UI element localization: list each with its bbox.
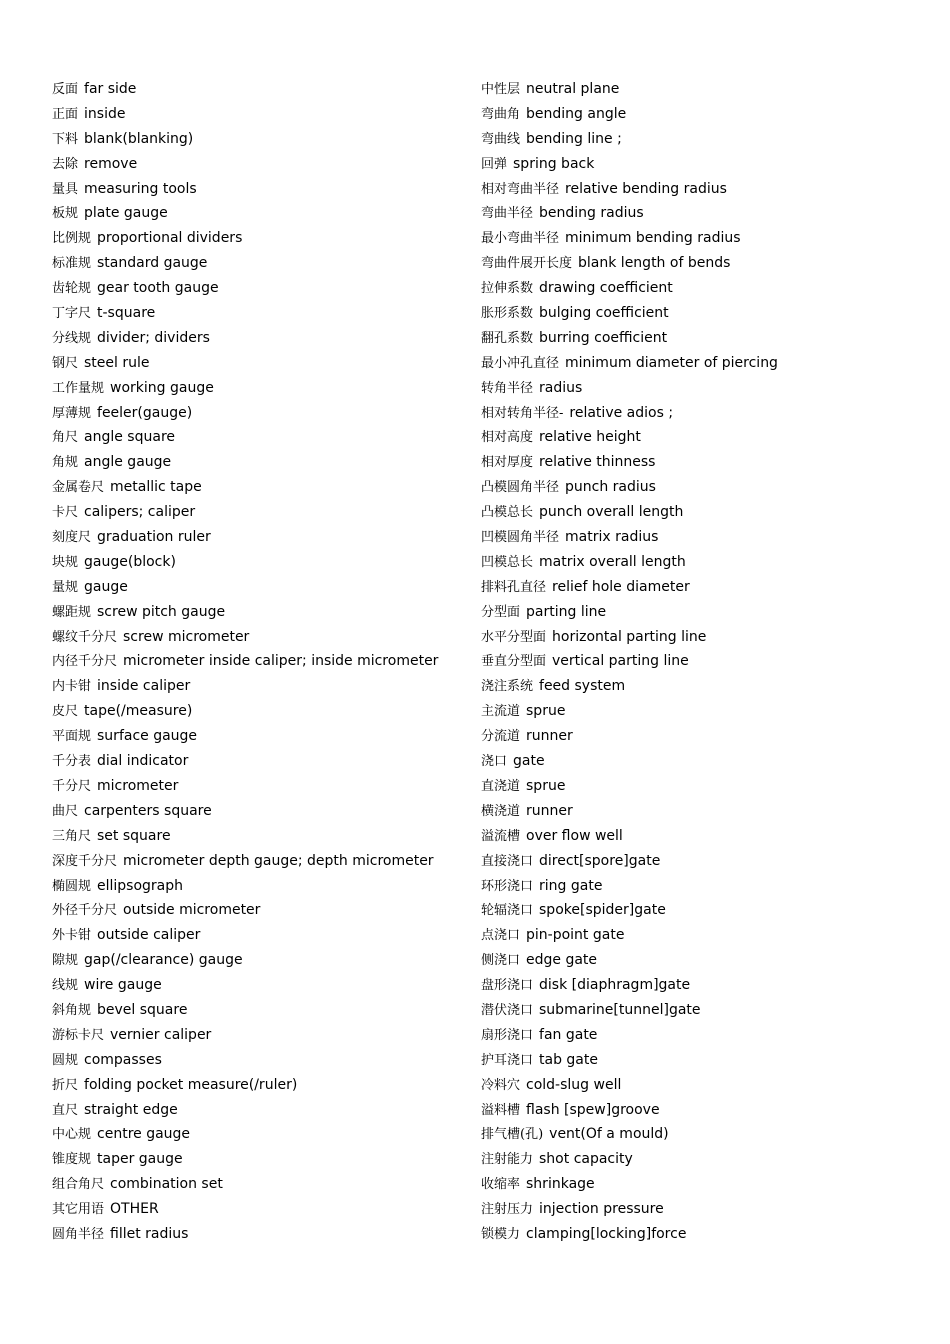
glossary-entry xyxy=(52,177,472,202)
glossary-entry xyxy=(52,1023,472,1048)
english-term: flash [spew]groove xyxy=(526,1101,660,1118)
chinese-term: 折尺 xyxy=(52,1077,79,1093)
english-term: centre gauge xyxy=(97,1126,191,1143)
english-term: drawing coefficient xyxy=(539,280,673,297)
glossary-entry xyxy=(52,251,472,276)
chinese-term: 齿轮规 xyxy=(52,281,92,297)
glossary-entry xyxy=(52,226,472,251)
english-term: clamping[locking]force xyxy=(526,1225,687,1242)
english-term: horizontal parting line xyxy=(552,628,707,645)
glossary-entry xyxy=(52,824,472,849)
english-term: sprue xyxy=(526,777,566,794)
chinese-term: 主流道 xyxy=(481,704,521,720)
glossary-entry xyxy=(481,127,921,152)
chinese-term: 凹模圆角半径 xyxy=(481,530,560,546)
chinese-term: 三角尺 xyxy=(52,828,92,844)
english-term: vernier caliper xyxy=(110,1026,212,1043)
english-term: micrometer depth gauge; depth micrometer xyxy=(123,852,434,869)
english-term: working gauge xyxy=(110,379,214,396)
glossary-entry xyxy=(481,1197,921,1222)
glossary-entry xyxy=(52,998,472,1023)
english-term: bevel square xyxy=(97,1001,188,1018)
glossary-entry xyxy=(481,973,921,998)
english-term: remove xyxy=(84,155,138,172)
chinese-term: 中心规 xyxy=(52,1127,92,1143)
english-term: calipers; caliper xyxy=(84,504,196,521)
english-term: edge gate xyxy=(526,952,598,969)
glossary-entry xyxy=(52,1172,472,1197)
glossary-entry xyxy=(52,1222,472,1247)
chinese-term: 凸模圆角半径 xyxy=(481,480,560,496)
english-term: straight edge xyxy=(84,1101,178,1118)
chinese-term: 潜伏浇口 xyxy=(481,1002,534,1018)
english-term: relative height xyxy=(539,429,641,446)
glossary-entry xyxy=(52,77,472,102)
chinese-term: 最小弯曲半径 xyxy=(481,231,560,247)
glossary-entry xyxy=(481,998,921,1023)
english-term: inside xyxy=(84,105,126,122)
glossary-entry xyxy=(481,699,921,724)
english-term: over flow well xyxy=(526,827,623,844)
english-term: angle gauge xyxy=(84,454,172,471)
english-term: relative bending radius xyxy=(565,180,727,197)
english-term: carpenters square xyxy=(84,802,212,819)
chinese-term: 分型面 xyxy=(481,604,521,620)
chinese-term: 其它用语 xyxy=(52,1202,105,1218)
english-term: set square xyxy=(97,827,171,844)
english-term: screw micrometer xyxy=(123,628,250,645)
chinese-term: 翻孔系数 xyxy=(481,330,534,346)
glossary-entry xyxy=(481,177,921,202)
glossary-entry xyxy=(52,625,472,650)
english-term: bending line ; xyxy=(526,130,622,147)
english-term: surface gauge xyxy=(97,728,198,745)
english-term: compasses xyxy=(84,1051,162,1068)
chinese-term: 注射能力 xyxy=(481,1152,534,1168)
chinese-term: 正面 xyxy=(52,106,79,122)
english-term: gear tooth gauge xyxy=(97,280,219,297)
english-term: graduation ruler xyxy=(97,529,211,546)
chinese-term: 扇形浇口 xyxy=(481,1027,534,1043)
chinese-term: 圆角半径 xyxy=(52,1226,105,1242)
glossary-entry xyxy=(52,450,472,475)
english-term: minimum diameter of piercing xyxy=(565,354,778,371)
chinese-term: 去除 xyxy=(52,156,79,172)
english-term: micrometer inside caliper; inside micrometer xyxy=(123,653,439,670)
english-term: punch overall length xyxy=(539,504,684,521)
chinese-term: 块规 xyxy=(52,554,79,570)
english-term: neutral plane xyxy=(526,81,620,97)
glossary-entry xyxy=(481,1048,921,1073)
glossary-entry xyxy=(52,1048,472,1073)
english-term: blank(blanking) xyxy=(84,130,194,147)
chinese-term: 直尺 xyxy=(52,1102,79,1118)
chinese-term: 溢料槽 xyxy=(481,1102,521,1118)
english-term: disk [diaphragm]gate xyxy=(539,977,691,994)
english-term: blank length of bends xyxy=(578,255,731,272)
english-term: relative adios ; xyxy=(569,404,674,421)
glossary-entry xyxy=(481,625,921,650)
chinese-term: 丁字尺 xyxy=(52,306,92,322)
english-term: spring back xyxy=(513,155,595,172)
chinese-term: 刻度尺 xyxy=(52,530,92,546)
chinese-term: 深度千分尺 xyxy=(52,853,118,869)
chinese-term: 直浇道 xyxy=(481,778,521,794)
chinese-term: 弯曲半径 xyxy=(481,206,534,222)
chinese-term: 相对弯曲半径 xyxy=(481,181,560,197)
english-term: ellipsograph xyxy=(97,877,184,894)
chinese-term: 外卡钳 xyxy=(52,928,92,944)
glossary-entry xyxy=(481,525,921,550)
chinese-term: 冷料穴 xyxy=(481,1077,521,1093)
glossary-entry xyxy=(481,649,921,674)
english-term: measuring tools xyxy=(84,180,197,197)
english-term: feeler(gauge) xyxy=(97,404,193,421)
glossary-entry xyxy=(481,799,921,824)
glossary-entry xyxy=(481,874,921,899)
glossary-entry xyxy=(52,376,472,401)
glossary-entry xyxy=(481,550,921,575)
chinese-term: 排料孔直径 xyxy=(481,579,547,595)
glossary-entry xyxy=(52,475,472,500)
chinese-term: 直接浇口 xyxy=(481,853,534,869)
glossary-entry xyxy=(481,500,921,525)
glossary-entry xyxy=(52,152,472,177)
english-term: angle square xyxy=(84,429,176,446)
glossary-entry xyxy=(481,1172,921,1197)
chinese-term: 排气槽(孔) xyxy=(481,1127,544,1143)
english-term: runner xyxy=(526,802,573,819)
chinese-term: 侧浇口 xyxy=(481,953,521,969)
glossary-entry xyxy=(481,475,921,500)
english-term: outside micrometer xyxy=(123,902,261,919)
glossary-entry xyxy=(481,1098,921,1123)
chinese-term: 比例规 xyxy=(52,231,92,247)
english-term: proportional dividers xyxy=(97,230,243,247)
english-term: spoke[spider]gate xyxy=(539,902,666,919)
english-term: shot capacity xyxy=(539,1151,633,1168)
glossary-entry xyxy=(52,276,472,301)
english-term: matrix radius xyxy=(565,529,659,546)
glossary-entry xyxy=(481,749,921,774)
glossary-entry xyxy=(52,550,472,575)
english-term: submarine[tunnel]gate xyxy=(539,1001,701,1018)
english-term: relief hole diameter xyxy=(552,578,690,595)
chinese-term: 卡尺 xyxy=(52,505,79,521)
english-term: fillet radius xyxy=(110,1225,189,1242)
chinese-term: 浇口 xyxy=(481,754,508,770)
english-term: bending angle xyxy=(526,105,627,122)
english-term: pin-point gate xyxy=(526,927,625,944)
chinese-term: 厚薄规 xyxy=(52,405,92,421)
chinese-term: 盘形浇口 xyxy=(481,978,534,994)
glossary-entry xyxy=(52,326,472,351)
chinese-term: 角尺 xyxy=(52,430,79,446)
english-term: bending radius xyxy=(539,205,644,222)
glossary-entry xyxy=(52,849,472,874)
chinese-term: 钢尺 xyxy=(52,355,79,371)
glossary-entry xyxy=(52,127,472,152)
english-term: tab gate xyxy=(539,1051,598,1068)
glossary-entry xyxy=(481,450,921,475)
glossary-entry xyxy=(481,152,921,177)
chinese-term: 板规 xyxy=(52,206,79,222)
chinese-term: 拉伸系数 xyxy=(481,281,534,297)
glossary-entry xyxy=(52,1147,472,1172)
chinese-term: 标准规 xyxy=(52,256,92,272)
chinese-term: 相对高度 xyxy=(481,430,534,446)
glossary-entry xyxy=(52,898,472,923)
chinese-term: 千分表 xyxy=(52,754,92,770)
english-term: cold-slug well xyxy=(526,1076,622,1093)
chinese-term: 圆规 xyxy=(52,1052,79,1068)
chinese-term: 护耳浇口 xyxy=(481,1052,534,1068)
glossary-entry xyxy=(52,1073,472,1098)
glossary-entry xyxy=(481,923,921,948)
english-term: runner xyxy=(526,728,573,745)
glossary-entry xyxy=(52,301,472,326)
english-term: far side xyxy=(84,81,137,97)
chinese-term: 凹模总长 xyxy=(481,554,534,570)
glossary-entry xyxy=(481,326,921,351)
english-term: matrix overall length xyxy=(539,553,686,570)
chinese-term: 分流道 xyxy=(481,729,521,745)
english-term: sprue xyxy=(526,703,566,720)
chinese-term: 环形浇口 xyxy=(481,878,534,894)
english-term: t-square xyxy=(97,305,156,322)
chinese-term: 凸模总长 xyxy=(481,505,534,521)
glossary-entry xyxy=(52,351,472,376)
english-term: folding pocket measure(/ruler) xyxy=(84,1076,298,1093)
chinese-term: 皮尺 xyxy=(52,704,79,720)
chinese-term: 中性层 xyxy=(481,82,521,97)
glossary-entry xyxy=(481,1073,921,1098)
glossary-entry xyxy=(52,1122,472,1147)
glossary-entry xyxy=(481,102,921,127)
glossary-entry xyxy=(481,226,921,251)
chinese-term: 量具 xyxy=(52,181,79,197)
chinese-term: 内卡钳 xyxy=(52,679,92,695)
glossary-entry xyxy=(52,525,472,550)
chinese-term: 转角半径 xyxy=(481,380,534,396)
glossary-entry xyxy=(52,500,472,525)
glossary-entry xyxy=(52,1197,472,1222)
glossary-entry xyxy=(52,973,472,998)
chinese-term: 轮辐浇口 xyxy=(481,903,534,919)
glossary-entry xyxy=(52,724,472,749)
chinese-term: 下料 xyxy=(52,131,79,147)
english-term: inside caliper xyxy=(97,678,191,695)
glossary-entry xyxy=(52,948,472,973)
chinese-term: 点浇口 xyxy=(481,928,521,944)
glossary-entry xyxy=(52,575,472,600)
english-term: parting line xyxy=(526,603,607,620)
chinese-term: 弯曲件展开长度 xyxy=(481,256,573,272)
glossary-entry xyxy=(52,674,472,699)
chinese-term: 隙规 xyxy=(52,953,79,969)
right-glossary-column xyxy=(481,77,921,1247)
chinese-term: 注射压力 xyxy=(481,1202,534,1218)
chinese-term: 金属卷尺 xyxy=(52,480,105,496)
chinese-term: 游标卡尺 xyxy=(52,1027,105,1043)
chinese-term: 工作量规 xyxy=(52,380,105,396)
glossary-entry xyxy=(52,749,472,774)
glossary-entry xyxy=(481,276,921,301)
glossary-entry xyxy=(52,600,472,625)
chinese-term: 收缩率 xyxy=(481,1177,521,1193)
english-term: direct[spore]gate xyxy=(539,852,661,869)
english-term: metallic tape xyxy=(110,479,202,496)
chinese-term: 内径千分尺 xyxy=(52,654,118,670)
left-glossary-column xyxy=(52,77,472,1247)
chinese-term: 外径千分尺 xyxy=(52,903,118,919)
chinese-term: 横浇道 xyxy=(481,803,521,819)
english-term: standard gauge xyxy=(97,255,208,272)
english-term: plate gauge xyxy=(84,205,168,222)
english-term: burring coefficient xyxy=(539,329,668,346)
english-term: minimum bending radius xyxy=(565,230,741,247)
english-term: tape(/measure) xyxy=(84,703,193,720)
chinese-term: 相对转角半径- xyxy=(481,405,564,421)
glossary-entry xyxy=(481,600,921,625)
glossary-entry xyxy=(481,674,921,699)
glossary-entry xyxy=(52,923,472,948)
english-term: bulging coefficient xyxy=(539,305,669,322)
english-term: injection pressure xyxy=(539,1201,664,1218)
glossary-entry xyxy=(481,774,921,799)
glossary-entry xyxy=(481,201,921,226)
chinese-term: 千分尺 xyxy=(52,778,92,794)
chinese-term: 回弹 xyxy=(481,156,508,172)
glossary-entry xyxy=(481,824,921,849)
english-term: gauge xyxy=(84,578,128,595)
glossary-entry xyxy=(52,799,472,824)
glossary-entry xyxy=(52,699,472,724)
chinese-term: 分线规 xyxy=(52,330,92,346)
english-term: OTHER xyxy=(110,1201,159,1218)
english-term: fan gate xyxy=(539,1026,598,1043)
english-term: wire gauge xyxy=(84,977,162,994)
english-term: punch radius xyxy=(565,479,656,496)
glossary-entry xyxy=(481,77,921,102)
chinese-term: 角规 xyxy=(52,455,79,471)
english-term: steel rule xyxy=(84,354,150,371)
chinese-term: 椭圆规 xyxy=(52,878,92,894)
chinese-term: 线规 xyxy=(52,978,79,994)
english-term: ring gate xyxy=(539,877,603,894)
chinese-term: 弯曲角 xyxy=(481,106,521,122)
english-term: outside caliper xyxy=(97,927,201,944)
english-term: micrometer xyxy=(97,777,179,794)
glossary-entry xyxy=(481,575,921,600)
glossary-entry xyxy=(481,1222,921,1247)
glossary-entry xyxy=(481,724,921,749)
glossary-entry xyxy=(52,425,472,450)
chinese-term: 曲尺 xyxy=(52,803,79,819)
chinese-term: 胀形系数 xyxy=(481,306,534,322)
english-term: relative thinness xyxy=(539,454,656,471)
english-term: radius xyxy=(539,379,583,396)
chinese-term: 相对厚度 xyxy=(481,455,534,471)
glossary-entry xyxy=(481,401,921,426)
chinese-term: 螺距规 xyxy=(52,604,92,620)
glossary-entry xyxy=(481,849,921,874)
chinese-term: 溢流槽 xyxy=(481,828,521,844)
english-term: shrinkage xyxy=(526,1176,595,1193)
glossary-entry xyxy=(52,401,472,426)
english-term: vertical parting line xyxy=(552,653,689,670)
glossary-entry xyxy=(481,1147,921,1172)
glossary-entry xyxy=(52,874,472,899)
chinese-term: 浇注系统 xyxy=(481,679,534,695)
glossary-entry xyxy=(481,948,921,973)
chinese-term: 水平分型面 xyxy=(481,629,547,645)
chinese-term: 螺纹千分尺 xyxy=(52,629,118,645)
english-term: dial indicator xyxy=(97,753,189,770)
glossary-entry xyxy=(52,1098,472,1123)
glossary-entry xyxy=(52,201,472,226)
glossary-entry xyxy=(481,898,921,923)
glossary-entry xyxy=(52,649,472,674)
glossary-entry xyxy=(481,1023,921,1048)
glossary-entry xyxy=(481,251,921,276)
glossary-entry xyxy=(481,301,921,326)
english-term: divider; dividers xyxy=(97,329,210,346)
glossary-entry xyxy=(481,1122,921,1147)
english-term: gate xyxy=(513,753,545,770)
glossary-entry xyxy=(481,376,921,401)
chinese-term: 斜角规 xyxy=(52,1002,92,1018)
chinese-term: 垂直分型面 xyxy=(481,654,547,670)
chinese-term: 平面规 xyxy=(52,729,92,745)
chinese-term: 弯曲线 xyxy=(481,131,521,147)
english-term: feed system xyxy=(539,678,626,695)
chinese-term: 组合角尺 xyxy=(52,1177,105,1193)
chinese-term: 量规 xyxy=(52,579,79,595)
english-term: screw pitch gauge xyxy=(97,603,226,620)
english-term: gap(/clearance) gauge xyxy=(84,952,243,969)
glossary-entry xyxy=(481,425,921,450)
english-term: vent(Of a mould) xyxy=(549,1126,669,1143)
english-term: taper gauge xyxy=(97,1151,183,1168)
glossary-entry xyxy=(52,774,472,799)
chinese-term: 最小冲孔直径 xyxy=(481,355,560,371)
glossary-entry xyxy=(481,351,921,376)
glossary-entry xyxy=(52,102,472,127)
english-term: combination set xyxy=(110,1176,223,1193)
chinese-term: 锥度规 xyxy=(52,1152,92,1168)
chinese-term: 锁模力 xyxy=(481,1226,521,1242)
english-term: gauge(block) xyxy=(84,553,176,570)
chinese-term: 反面 xyxy=(52,82,79,97)
